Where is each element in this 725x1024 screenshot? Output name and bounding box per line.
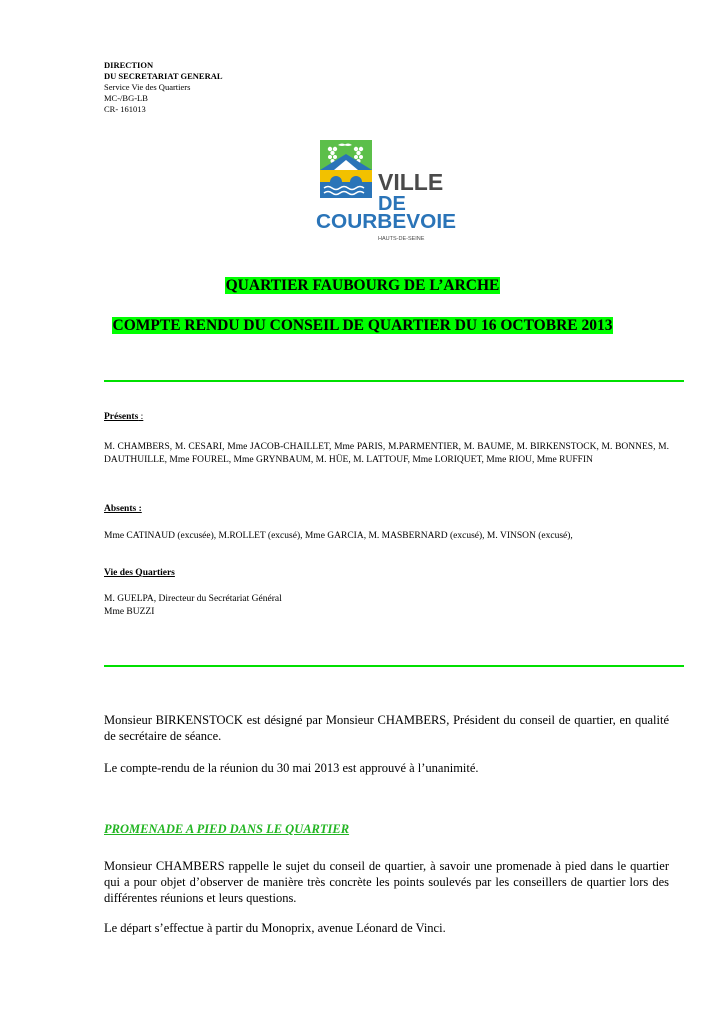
header-reference: MC-/BG-LB xyxy=(104,93,148,103)
presents-label-text: Présents xyxy=(104,412,139,422)
title-compte-rendu xyxy=(0,316,725,335)
title-compte-rendu-text: COMPTE RENDU DU CONSEIL DE QUARTIER DU 16 OCTOBRE 2013 xyxy=(112,317,613,334)
courbevoie-logo xyxy=(316,140,456,244)
title-quartier-text: QUARTIER FAUBOURG DE L’ARCHE xyxy=(225,277,500,294)
vie-quartiers-line-1: M. GUELPA, Directeur du Secrétariat Général xyxy=(104,594,282,604)
paragraph-approbation: Le compte-rendu de la réunion du 30 mai 2013 est approuvé à l’unanimité. xyxy=(104,761,479,775)
paragraph-promenade: Monsieur CHAMBERS rappelle le sujet du conseil de quartier, à savoir une promenade à pied dans le quartier qui a pour objet d’observer de manière très concrète les points soulevés par les conseillers de quartier lors des différentes réunions et leurs questions. xyxy=(104,859,669,905)
logo-word-de: DE xyxy=(378,193,406,215)
logo-word-courbevoie: COURBEVOIE xyxy=(316,210,456,233)
header-cr-number: CR- 161013 xyxy=(104,104,146,114)
presents-label xyxy=(104,412,143,422)
section-title-promenade: PROMENADE A PIED DANS LE QUARTIER xyxy=(104,822,350,836)
courbevoie-emblem-icon xyxy=(316,140,456,244)
divider-bottom xyxy=(104,665,684,667)
presents-list: M. CHAMBERS, M. CESARI, Mme JACOB-CHAILLET, Mme PARIS, M.PARMENTIER, M. BAUME, M. BIRKENSTOCK, M. BONNES, M. DAUTHUILLE, Mme FOUREL, Mme GRYNBAUM, M. HÜE, M. LATTOUF, Mme LORIQUET, Mme RIOU, Mme RUFFIN xyxy=(104,442,669,465)
logo-subtitle: HAUTS-DE-SEINE xyxy=(378,236,425,242)
title-quartier xyxy=(0,276,725,295)
paragraph-secretaire: Monsieur BIRKENSTOCK est désigné par Monsieur CHAMBERS, Président du conseil de quartier, en qualité de secrétaire de séance. xyxy=(104,713,669,743)
paragraph-depart: Le départ s’effectue à partir du Monoprix, avenue Léonard de Vinci. xyxy=(104,921,446,935)
vie-quartiers-label: Vie des Quartiers xyxy=(104,568,175,578)
divider-top xyxy=(104,380,684,382)
vie-quartiers-list xyxy=(104,593,669,619)
document-header xyxy=(104,60,223,115)
header-direction: DIRECTION xyxy=(104,60,154,70)
presents-label-suffix: : xyxy=(138,412,144,422)
header-secretariat: DU SECRETARIAT GENERAL xyxy=(104,71,223,81)
logo-word-ville: VILLE xyxy=(378,169,444,195)
absents-list: Mme CATINAUD (excusée), M.ROLLET (excusé), Mme GARCIA, M. MASBERNARD (excusé), M. VINSON (excusé), xyxy=(104,531,573,541)
vie-quartiers-line-2: Mme BUZZI xyxy=(104,607,155,617)
header-service: Service Vie des Quartiers xyxy=(104,82,191,92)
absents-label: Absents : xyxy=(104,504,142,514)
